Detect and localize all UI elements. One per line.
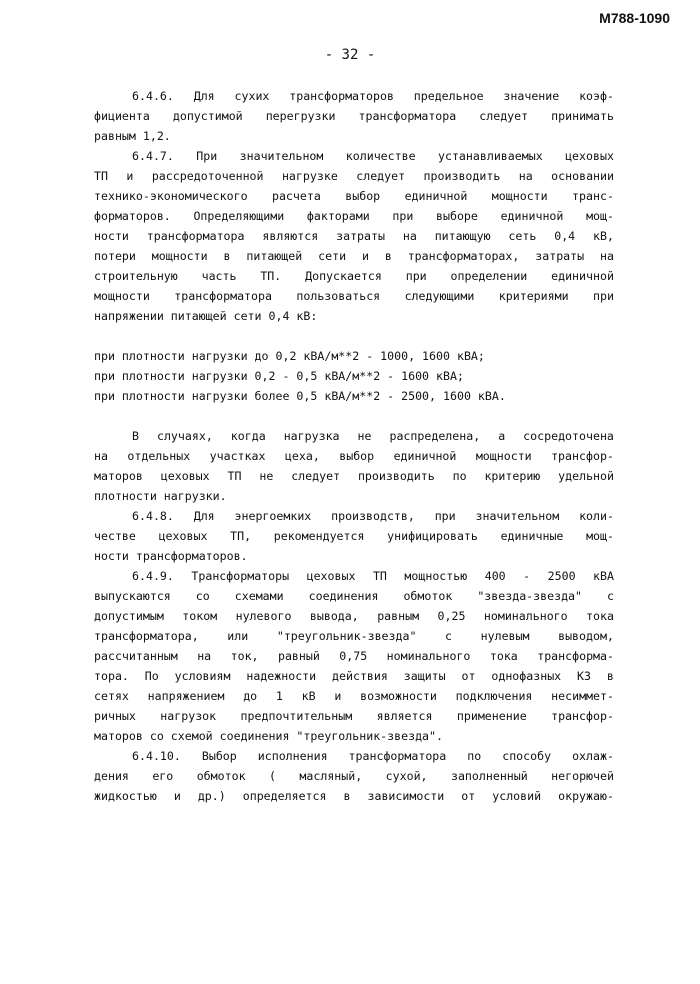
word: ТП. bbox=[260, 269, 282, 283]
word: ТП bbox=[94, 169, 108, 183]
word: принимать bbox=[551, 109, 614, 123]
word: не bbox=[259, 469, 274, 483]
word: кВА bbox=[593, 569, 614, 583]
text-line bbox=[94, 586, 614, 606]
text-line bbox=[94, 186, 614, 206]
text-line bbox=[94, 746, 614, 766]
word: Для bbox=[193, 509, 215, 523]
word: действия bbox=[332, 669, 388, 683]
word: питающей bbox=[246, 249, 303, 263]
word: когда bbox=[230, 429, 266, 443]
text-line bbox=[94, 206, 614, 226]
word: По bbox=[144, 669, 159, 683]
word: кВ bbox=[301, 689, 316, 703]
word: цеховых bbox=[158, 529, 208, 543]
word: следующими bbox=[404, 289, 475, 303]
word: цеховых bbox=[565, 149, 614, 163]
word: 400 bbox=[484, 569, 506, 583]
text-line: при плотности нагрузки более 0,5 кВА/м**2 - 2500, 1600 кВА. bbox=[94, 389, 506, 403]
text-line bbox=[94, 226, 614, 246]
text-line bbox=[94, 566, 614, 586]
blank-line bbox=[94, 406, 614, 426]
word: ток, bbox=[230, 649, 259, 663]
word: 6.4.7. bbox=[132, 149, 174, 163]
word: исполнения bbox=[257, 749, 328, 763]
word: нулевым bbox=[480, 629, 530, 643]
word: на bbox=[518, 169, 533, 183]
word: 6.4.9. bbox=[132, 569, 174, 583]
word: определении bbox=[450, 269, 528, 283]
word: мощности bbox=[475, 449, 532, 463]
word: В bbox=[132, 429, 139, 443]
word: 6.4.10. bbox=[132, 749, 181, 763]
word: и bbox=[126, 169, 134, 183]
word: условиям bbox=[174, 669, 231, 683]
text-line bbox=[94, 786, 614, 806]
word: охлаж- bbox=[572, 749, 614, 763]
word: масляный, bbox=[299, 769, 363, 783]
word: трансформаторах, bbox=[407, 249, 520, 263]
word: единичной bbox=[393, 449, 457, 463]
word: тока bbox=[489, 649, 518, 663]
word: энергоемких bbox=[234, 509, 312, 523]
word: мощ- bbox=[586, 529, 614, 543]
word: с bbox=[607, 589, 614, 603]
word: нулевого bbox=[235, 609, 292, 623]
word: сеть bbox=[508, 229, 537, 243]
blank-line bbox=[94, 326, 614, 346]
word: и bbox=[334, 689, 342, 703]
word: трансформа- bbox=[537, 649, 614, 663]
word: предпочтительным bbox=[240, 709, 353, 723]
word: обмоток bbox=[196, 769, 246, 783]
word: честве bbox=[94, 529, 136, 543]
word: сухой, bbox=[385, 769, 428, 783]
word: сухих bbox=[234, 89, 270, 103]
text-line bbox=[94, 626, 614, 646]
word: затраты bbox=[535, 249, 585, 263]
word: а bbox=[498, 429, 506, 443]
word: значительном bbox=[475, 509, 560, 523]
word: равным bbox=[377, 609, 420, 623]
word: в bbox=[384, 249, 392, 263]
text-line bbox=[94, 106, 614, 126]
word: на bbox=[197, 649, 212, 663]
word: КЗ bbox=[577, 669, 592, 683]
word: трансформатора bbox=[174, 289, 272, 303]
word: следует bbox=[291, 469, 341, 483]
word: равный bbox=[277, 649, 320, 663]
word: по bbox=[452, 469, 467, 483]
word: подключения bbox=[455, 689, 533, 703]
word: факторами bbox=[306, 209, 370, 223]
word: ричных bbox=[94, 709, 136, 723]
word: 0,4 bbox=[554, 229, 576, 243]
word: Выбор bbox=[201, 749, 237, 763]
text-line bbox=[94, 506, 614, 526]
word: рассчитанным bbox=[94, 649, 178, 663]
word: потери bbox=[94, 249, 136, 263]
text-line bbox=[94, 466, 614, 486]
text-line: равным 1,2. bbox=[94, 129, 171, 143]
word: являются bbox=[262, 229, 319, 243]
word: мощности bbox=[491, 189, 548, 203]
word: возможности bbox=[360, 689, 437, 703]
word: нагрузка bbox=[283, 429, 340, 443]
word: окружаю- bbox=[558, 789, 614, 803]
document-code: М788-1090 bbox=[599, 10, 670, 26]
word: удельной bbox=[558, 469, 614, 483]
word: критерию bbox=[484, 469, 541, 483]
word: выбор bbox=[345, 189, 381, 203]
word: Трансформаторы bbox=[191, 569, 290, 583]
word: мощ- bbox=[586, 209, 614, 223]
word: затраты bbox=[336, 229, 385, 243]
word: сети bbox=[318, 249, 347, 263]
word: выборе bbox=[436, 209, 478, 223]
text-line bbox=[94, 426, 614, 446]
word: случаях, bbox=[156, 429, 213, 443]
word: ( bbox=[269, 769, 276, 783]
page-number: - 32 - bbox=[324, 47, 376, 63]
word: питающую bbox=[434, 229, 491, 243]
word: однофазных bbox=[491, 669, 562, 683]
word: допустимым bbox=[94, 609, 164, 623]
word: форматоров. bbox=[94, 209, 171, 223]
word: сосредоточена bbox=[523, 429, 614, 443]
word: производить bbox=[423, 169, 501, 183]
word: его bbox=[152, 769, 174, 783]
word: пользоваться bbox=[296, 289, 381, 303]
word: количестве bbox=[345, 149, 416, 163]
word: единичной bbox=[551, 269, 614, 283]
word: номинального bbox=[386, 649, 471, 663]
word: не bbox=[357, 429, 372, 443]
word: предельное bbox=[413, 89, 484, 103]
word: трансформатора bbox=[146, 229, 245, 243]
text-line: плотности нагрузки. bbox=[94, 489, 227, 503]
word: соединения bbox=[308, 589, 379, 603]
word: при bbox=[405, 269, 427, 283]
word: кВ, bbox=[593, 229, 614, 243]
word: в bbox=[606, 669, 614, 683]
word: трансформатора bbox=[358, 109, 457, 123]
word: "звезда-звезда" bbox=[477, 589, 583, 603]
word: устанавливаемых bbox=[437, 149, 543, 163]
word: тора. bbox=[94, 669, 129, 683]
text-line bbox=[94, 666, 614, 686]
word: Допускается bbox=[305, 269, 382, 283]
word: определяется bbox=[242, 789, 327, 803]
word: 1 bbox=[275, 689, 283, 703]
word: коли- bbox=[579, 509, 614, 523]
word: значительном bbox=[239, 149, 324, 163]
text-line bbox=[94, 146, 614, 166]
word: участках bbox=[209, 449, 266, 463]
word: нагрузок bbox=[160, 709, 217, 723]
word: Для bbox=[193, 89, 215, 103]
word: зависимости bbox=[367, 789, 445, 803]
word: выбор bbox=[339, 449, 375, 463]
word: основании bbox=[551, 169, 614, 183]
word: др.) bbox=[197, 789, 226, 803]
word: напряжением bbox=[147, 689, 225, 703]
word: на bbox=[94, 449, 108, 463]
word: на bbox=[600, 249, 614, 263]
text-line bbox=[94, 446, 614, 466]
word: при bbox=[593, 289, 614, 303]
text-line: при плотности нагрузки 0,2 - 0,5 кВА/м**2 - 1600 кВА; bbox=[94, 369, 464, 383]
word: цеха, bbox=[284, 449, 320, 463]
word: рекомендуется bbox=[273, 529, 365, 543]
word: на bbox=[402, 229, 417, 243]
word: мощности bbox=[94, 289, 150, 303]
word: строительную bbox=[94, 269, 178, 283]
word: ности bbox=[94, 229, 129, 243]
word: от bbox=[461, 669, 476, 683]
text-line: при плотности нагрузки до 0,2 кВА/м**2 - 1000, 1600 кВА; bbox=[94, 349, 485, 363]
word: фициента bbox=[94, 109, 150, 123]
text-line bbox=[94, 86, 614, 106]
word: единичной bbox=[500, 209, 564, 223]
word: 0,75 bbox=[339, 649, 368, 663]
word: способу bbox=[502, 749, 552, 763]
word: ТП bbox=[227, 469, 242, 483]
word: 6.4.8. bbox=[132, 509, 174, 523]
word: ТП, bbox=[230, 529, 252, 543]
word: "треугольник-звезда" bbox=[276, 629, 417, 643]
word: по bbox=[467, 749, 482, 763]
word: рассредоточенной bbox=[151, 169, 264, 183]
word: выпускаются bbox=[94, 589, 171, 603]
word: производств, bbox=[331, 509, 415, 523]
word: единичные bbox=[500, 529, 564, 543]
text-line bbox=[94, 246, 614, 266]
word: мощности bbox=[151, 249, 208, 263]
word: ТП bbox=[372, 569, 387, 583]
word: вывода, bbox=[309, 609, 359, 623]
word: транс- bbox=[572, 189, 614, 203]
word: трансформатора, bbox=[94, 629, 199, 643]
text-line bbox=[94, 166, 614, 186]
word: заполненный bbox=[450, 769, 528, 783]
word: следует bbox=[356, 169, 406, 183]
word: защиты bbox=[403, 669, 446, 683]
word: со bbox=[195, 589, 210, 603]
word: в bbox=[223, 249, 231, 263]
document-body bbox=[94, 86, 614, 806]
word: производить bbox=[357, 469, 435, 483]
word: цеховых bbox=[160, 469, 210, 483]
word: тока bbox=[586, 609, 614, 623]
text-line bbox=[94, 646, 614, 666]
word: мощностью bbox=[404, 569, 468, 583]
word: до bbox=[243, 689, 258, 703]
word: трансформатора bbox=[348, 749, 447, 763]
word: единичной bbox=[404, 189, 468, 203]
word: часть bbox=[201, 269, 237, 283]
word: негорючей bbox=[551, 769, 614, 783]
word: или bbox=[227, 629, 249, 643]
text-line bbox=[94, 686, 614, 706]
word: трансфор- bbox=[551, 709, 614, 723]
word: при bbox=[434, 509, 456, 523]
word: трансформаторов bbox=[289, 89, 394, 103]
word: нагрузке bbox=[281, 169, 338, 183]
word: от bbox=[461, 789, 476, 803]
word: надежности bbox=[246, 669, 317, 683]
word: При bbox=[196, 149, 218, 163]
text-line bbox=[94, 266, 614, 286]
word: расчета bbox=[271, 189, 321, 203]
word: цеховых bbox=[306, 569, 356, 583]
word: несиммет- bbox=[551, 689, 614, 703]
word: отдельных bbox=[127, 449, 191, 463]
word: применение bbox=[456, 709, 527, 723]
text-line bbox=[94, 606, 614, 626]
word: - bbox=[523, 569, 531, 583]
word: жидкостью bbox=[94, 789, 157, 803]
word: с bbox=[445, 629, 453, 643]
word: выводом, bbox=[558, 629, 614, 643]
word: является bbox=[376, 709, 433, 723]
word: допустимой bbox=[172, 109, 243, 123]
word: условий bbox=[492, 789, 542, 803]
word: технико-экономического bbox=[94, 189, 248, 203]
word: следует bbox=[479, 109, 529, 123]
word: и bbox=[361, 249, 369, 263]
text-line: напряжении питающей сети 0,4 кВ: bbox=[94, 309, 318, 323]
text-line bbox=[94, 526, 614, 546]
word: 0,25 bbox=[437, 609, 466, 623]
word: критериями bbox=[498, 289, 569, 303]
word: 6.4.6. bbox=[132, 89, 174, 103]
word: значение bbox=[503, 89, 560, 103]
word: и bbox=[173, 789, 181, 803]
word: в bbox=[343, 789, 351, 803]
word: дения bbox=[94, 769, 129, 783]
word: унифицировать bbox=[387, 529, 478, 543]
text-line: ности трансформаторов. bbox=[94, 549, 248, 563]
word: трансфор- bbox=[551, 449, 614, 463]
word: Определяющими bbox=[193, 209, 285, 223]
word: обмоток bbox=[403, 589, 453, 603]
word: сетях bbox=[94, 689, 129, 703]
word: перегрузки bbox=[265, 109, 336, 123]
word: 2500 bbox=[547, 569, 576, 583]
text-line bbox=[94, 766, 614, 786]
text-line bbox=[94, 706, 614, 726]
word: номинального bbox=[483, 609, 568, 623]
word: коэф- bbox=[579, 89, 614, 103]
word: маторов bbox=[94, 469, 143, 483]
text-line bbox=[94, 286, 614, 306]
text-line: маторов со схемой соединения "треугольник-звезда". bbox=[94, 729, 444, 743]
word: током bbox=[182, 609, 218, 623]
word: при bbox=[392, 209, 414, 223]
word: распределена, bbox=[389, 429, 481, 443]
word: схемами bbox=[234, 589, 284, 603]
